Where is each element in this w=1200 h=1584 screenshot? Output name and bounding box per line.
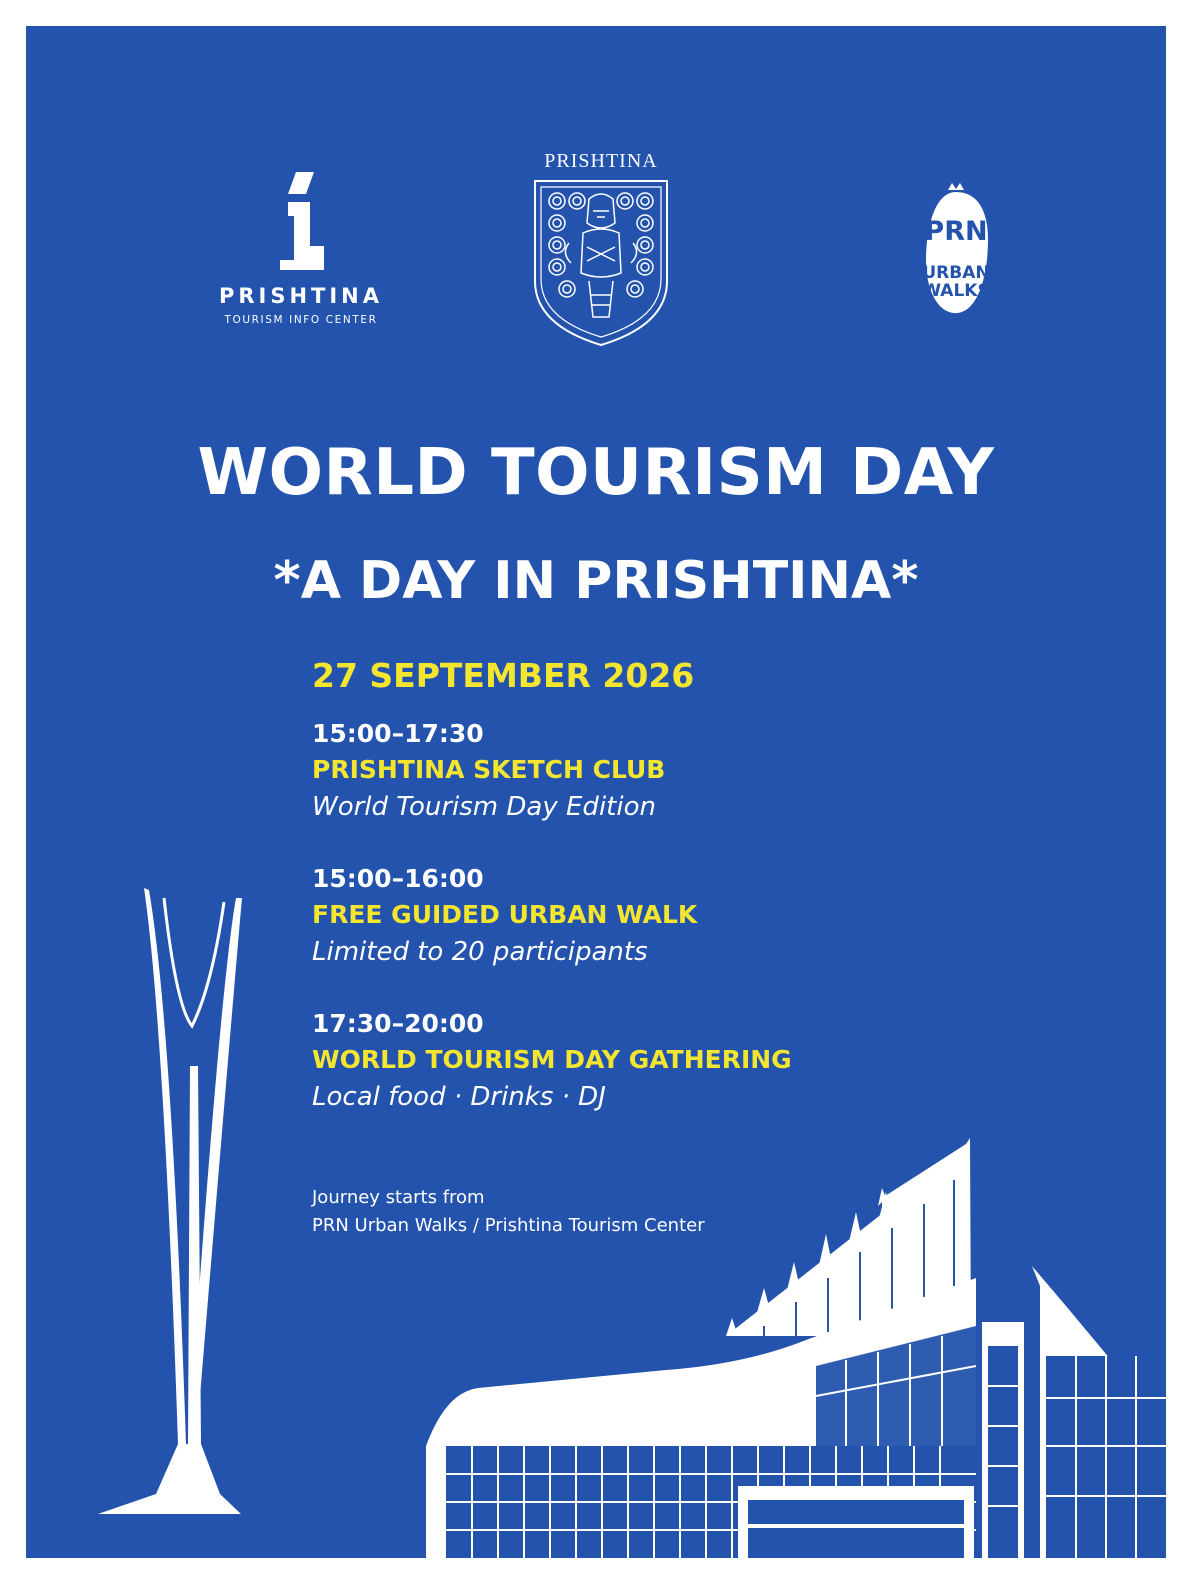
- urban-walks-walks: WALKS: [922, 281, 990, 301]
- event-description: World Tourism Day Edition: [312, 792, 656, 822]
- urban-walks-urban: URBAN: [922, 263, 990, 283]
- event-time: 15:00–16:00: [312, 864, 484, 893]
- tourism-center-name: PRISHTINA: [218, 284, 384, 308]
- skyline-illustration: [26, 26, 1166, 1558]
- event-date: 27 SEPTEMBER 2026: [312, 656, 695, 695]
- urban-walks-prn: PRN: [924, 216, 988, 247]
- page-subtitle: *A DAY IN PRISHTINA*: [273, 551, 919, 611]
- heroes-monument-icon: [98, 888, 242, 1514]
- tourism-center-subtitle: TOURISM INFO CENTER: [224, 314, 378, 326]
- event-time: 17:30–20:00: [312, 1009, 484, 1038]
- event-title: FREE GUIDED URBAN WALK: [312, 900, 698, 929]
- palace-of-youth-building-icon: [426, 1138, 1166, 1558]
- event-time: 15:00–17:30: [312, 719, 484, 748]
- event-description: Local food · Drinks · DJ: [312, 1082, 606, 1112]
- poster: [26, 26, 1166, 1558]
- coat-of-arms-label: PRISHTINA: [544, 150, 658, 172]
- page-title: WORLD TOURISM DAY: [197, 436, 995, 510]
- meeting-point-location: PRN Urban Walks / Prishtina Tourism Center: [312, 1215, 705, 1236]
- meeting-point-intro: Journey starts from: [312, 1187, 485, 1208]
- event-description: Limited to 20 participants: [312, 937, 648, 967]
- event-title: PRISHTINA SKETCH CLUB: [312, 755, 666, 784]
- event-title: WORLD TOURISM DAY GATHERING: [312, 1045, 792, 1074]
